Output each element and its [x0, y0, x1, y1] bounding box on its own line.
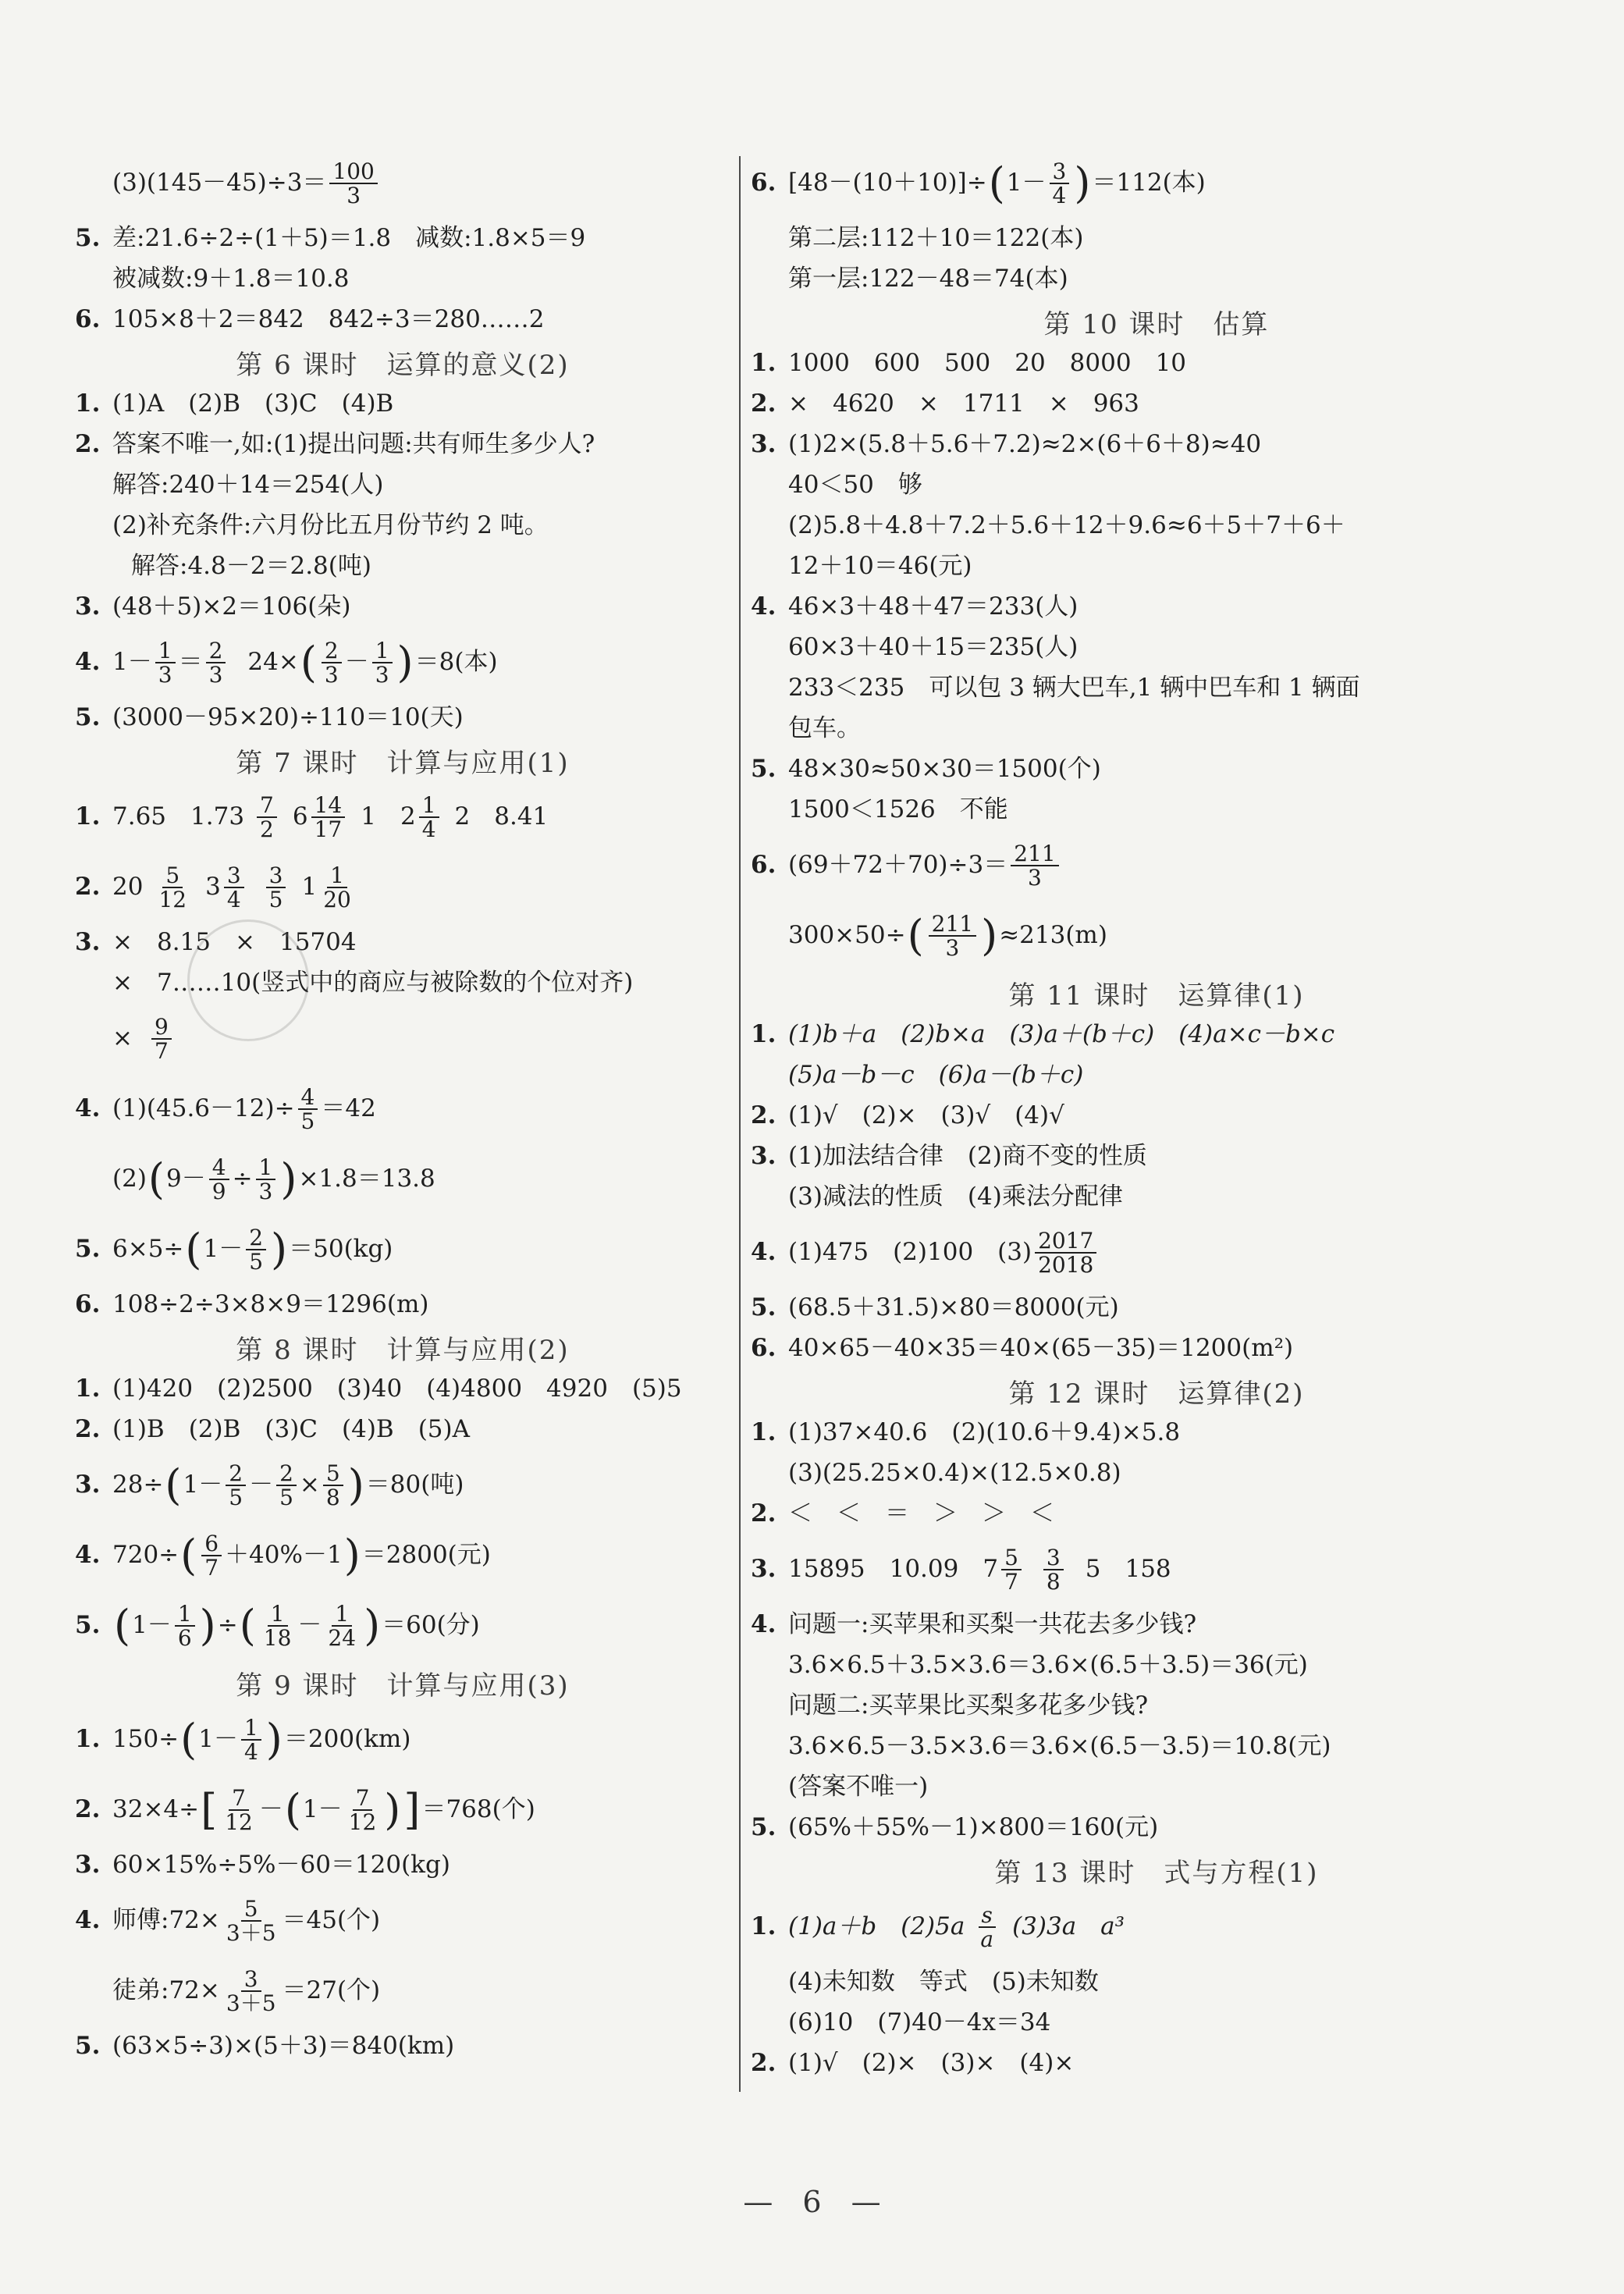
- left-column: [75, 148, 730, 2067]
- answer-line: 60×3＋40＋15＝235(人): [788, 633, 1079, 662]
- answer-line: (4)未知数 等式 (5)未知数: [788, 1968, 1099, 1997]
- answer-line: 问题二:买苹果比买梨多花多少钱?: [788, 1691, 1149, 1720]
- answer-line: 6. 40×65－40×35＝40×(65－35)＝1200(m²): [751, 1334, 1294, 1363]
- answer-line: 徒弟:72× $\frac{3}{3+5}$ ＝27(个): [112, 1965, 381, 2016]
- fraction: $\frac{100}{3}$: [329, 160, 377, 208]
- answer-line: 3. 15895 10.09 7 $\frac{5}{7}$ $\frac{3}{8}$ 5 158: [751, 1544, 1171, 1595]
- answer-line: 5. (65%＋55%－1)×800＝160(元): [751, 1813, 1159, 1842]
- answer-line: 4. 46×3＋48＋47＝233(人): [751, 592, 1079, 621]
- answer-line: 2. 答案不唯一,如:(1)提出问题:共有师生多少人?: [75, 430, 595, 459]
- watermark-stamp: [187, 919, 309, 1041]
- answer-line: × $\frac{9}{7}$: [75, 1004, 730, 1074]
- answer-line: 1. (1)b＋a (2)b×a (3)a＋(b＋c) (4)a×c－b×c: [751, 1020, 1335, 1049]
- section-heading: 第 11 课时 运算律(1): [1008, 980, 1305, 1012]
- answer-line: 4. 师傅:72× $\frac{5}{3+5}$ ＝45(个): [75, 1895, 381, 1946]
- answer-line: (6)10 (7)40－4x＝34: [788, 2008, 1051, 2037]
- answer-line: 2. ＜ ＜ ＝ ＞ ＞ ＜: [751, 1499, 1054, 1528]
- section-heading: 第 8 课时 计算与应用(2): [236, 1334, 570, 1366]
- answer-line: 5. (63×5÷3)×(5＋3)＝840(km): [75, 2032, 455, 2061]
- answer-line: 5. 48×30≈50×30＝1500(个): [751, 755, 1101, 784]
- answer-line: (3)减法的性质 (4)乘法分配律: [788, 1183, 1123, 1211]
- answer-line: (3)(145－45)÷3＝ $\frac{100}{3}$: [75, 148, 730, 219]
- answer-line: 4. 720÷ ( $\frac{6}{7}$ ＋40%－1 ) ＝2800(元): [75, 1530, 491, 1581]
- answer-line: 6. (69＋72＋70)÷3＝ $\frac{211}{3}$: [751, 830, 1562, 901]
- answer-line: 3. (48＋5)×2＝106(朵): [75, 592, 351, 621]
- section-heading: 第 7 课时 计算与应用(1): [236, 747, 570, 779]
- answer-line: 4. 问题一:买苹果和买梨一共花去多少钱?: [751, 1610, 1197, 1639]
- answer-line: 2. (1)B (2)B (3)C (4)B (5)A: [75, 1415, 471, 1444]
- answer-line: 40＜50 够: [788, 471, 922, 500]
- answer-line: 6. [48－(10＋10)]÷ ( 1－ $\frac{3}{4}$ ) ＝112(本): [751, 158, 1206, 208]
- answer-line: (2)补充条件:六月份比五月份节约 2 吨。: [112, 511, 549, 540]
- answer-line: 5. 差:21.6÷2÷(1＋5)＝1.8 减数:1.8×5＝9: [75, 224, 586, 253]
- answer-line: 6. 108÷2÷3×8×9＝1296(m): [75, 1290, 429, 1319]
- answer-line: 1. (1)a＋b (2)5a $\frac{s}{a}$ (3)3a a³: [751, 1901, 1125, 1952]
- answer-line: 解答:240＋14＝254(人): [112, 471, 384, 500]
- answer-line: 1500＜1526 不能: [788, 795, 1008, 824]
- answer-line: 6. 105×8＋2＝842 842÷3＝280……2: [75, 305, 545, 334]
- answer-line: 3. 60×15%÷5%－60＝120(kg): [75, 1851, 450, 1880]
- page-number: — 6 —: [743, 2185, 881, 2219]
- answer-line: 4. 1－ $\frac{1}{3}$ ＝ $\frac{2}{3}$ 24× ( $\frac{2}{3}$ － $\frac{1}{3}$ ) ＝8(本): [75, 637, 498, 688]
- answer-line: (2) ( 9－ $\frac{4}{9}$ ÷ $\frac{1}{3}$ ) ×1.8＝13.8: [112, 1154, 435, 1204]
- section-heading: 第 9 课时 计算与应用(3): [236, 1670, 570, 1702]
- answer-line: 5. (3000－95×20)÷110＝10(天): [75, 703, 464, 732]
- answer-line: 3. (1)加法结合律 (2)商不变的性质: [751, 1142, 1147, 1171]
- answer-line: 1. 7.65 1.73 $\frac{7}{2}$ 6 $\frac{14}{17}$ 1 2 $\frac{1}{4}$ 2 8.41: [75, 791, 549, 842]
- answer-line: 1. (1)A (2)B (3)C (4)B: [75, 389, 394, 418]
- answer-line: 12＋10＝46(元): [788, 552, 972, 581]
- answer-line: (2)5.8＋4.8＋7.2＋5.6＋12＋9.6≈6＋5＋7＋6＋: [788, 511, 1345, 540]
- answer-line: (5)a－b－c (6)a－(b＋c): [788, 1061, 1084, 1090]
- answer-line: 5. (68.5＋31.5)×80＝8000(元): [751, 1293, 1119, 1322]
- answer-line: (3)(25.25×0.4)×(12.5×0.8): [788, 1459, 1121, 1488]
- answer-line: 2. × 4620 × 1711 × 963: [751, 389, 1139, 418]
- answer-line: × 7……10(竖式中的商应与被除数的个位对齐): [112, 969, 634, 998]
- answer-line: 233＜235 可以包 3 辆大巴车,1 辆中巴车和 1 辆面: [788, 674, 1360, 702]
- answer-line: 4. (1)475 (2)100 (3) $\frac{2017}{2018}$: [751, 1218, 1562, 1288]
- right-column: [751, 148, 1562, 2084]
- answer-line: 5. ( 1－ $\frac{1}{6}$ ) ÷ ( $\frac{1}{18}$ － $\frac{1}{24}$ ) ＝60(分): [75, 1600, 480, 1651]
- answer-line: 2. (1)√ (2)× (3)√ (4)√: [751, 1101, 1064, 1130]
- answer-line: 3. 28÷ ( 1－ $\frac{2}{5}$ － $\frac{2}{5}$ × $\frac{5}{8}$ ) ＝80(吨): [75, 1460, 464, 1510]
- answer-line: 300×50÷ ( $\frac{211}{3}$ ) ≈213(m): [788, 910, 1107, 961]
- answer-line: 5. 6×5÷ ( 1－ $\frac{2}{5}$ ) ＝50(kg): [75, 1224, 393, 1275]
- answer-line: (答案不唯一): [788, 1773, 929, 1801]
- answer-line: 包车。: [788, 714, 861, 743]
- answer-line: 1. (1)420 (2)2500 (3)40 (4)4800 4920 (5)5: [75, 1375, 682, 1403]
- answer-line: 解答:4.8－2＝2.8(吨): [131, 552, 371, 581]
- section-heading: 第 10 课时 估算: [1043, 308, 1270, 340]
- answer-line: 2. 20 $\frac{5}{12}$ 3 $\frac{3}{4}$ $\frac{3}{5}$ 1 $\frac{1}{20}$: [75, 862, 351, 912]
- answer-line: 3.6×6.5＋3.5×3.6＝3.6×(6.5＋3.5)＝36(元): [788, 1651, 1308, 1680]
- answer-line: 第一层:122－48＝74(本): [788, 265, 1068, 293]
- answer-line: 4. (1)(45.6－12)÷ $\frac{4}{5}$ ＝42: [75, 1083, 376, 1134]
- column-divider: [739, 156, 741, 2092]
- answer-line: 2. 32×4÷ [ $\frac{7}{12}$ － ( 1－ $\frac{7}{12}$ ) ] ＝768(个): [75, 1784, 535, 1835]
- section-heading: 第 6 课时 运算的意义(2): [236, 349, 570, 381]
- answer-line: 被减数:9＋1.8＝10.8: [112, 265, 350, 293]
- answer-line: 1. 1000 600 500 20 8000 10: [751, 349, 1187, 378]
- answer-line: 1. 150÷ ( 1－ $\frac{1}{4}$ ) ＝200(km): [75, 1714, 411, 1765]
- answer-line: 3.6×6.5－3.5×3.6＝3.6×(6.5－3.5)＝10.8(元): [788, 1732, 1331, 1761]
- answer-line: 3. × 8.15 × 15704: [75, 928, 357, 957]
- answer-line: 2. (1)√ (2)× (3)× (4)×: [751, 2049, 1075, 2078]
- section-heading: 第 12 课时 运算律(2): [1008, 1378, 1305, 1410]
- answer-line: 1. (1)37×40.6 (2)(10.6＋9.4)×5.8: [751, 1418, 1181, 1447]
- answer-line: 3. (1)2×(5.8＋5.6＋7.2)≈2×(6＋6＋8)≈40: [751, 430, 1262, 459]
- answer-line: 第二层:112＋10＝122(本): [788, 224, 1084, 253]
- section-heading: 第 13 课时 式与方程(1): [994, 1857, 1319, 1889]
